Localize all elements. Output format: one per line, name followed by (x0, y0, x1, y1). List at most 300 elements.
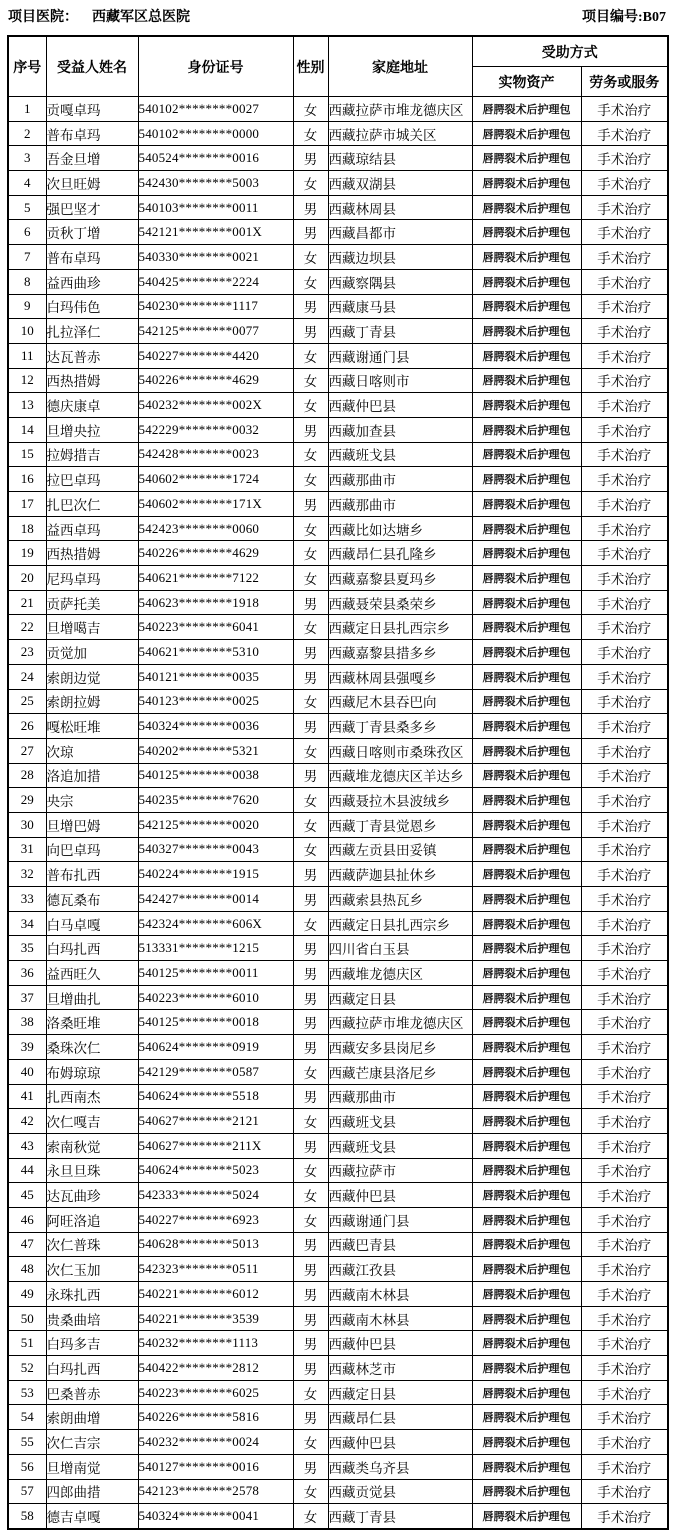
table-row (8, 417, 668, 442)
cell-index: 21 (8, 590, 46, 615)
table-row (8, 1331, 668, 1356)
cell-labor-service: 手术治疗 (581, 492, 668, 517)
table-row (8, 1356, 668, 1381)
cell-beneficiary-name: 白马卓嘎 (46, 911, 138, 936)
cell-gender: 男 (293, 1010, 328, 1035)
cell-address: 西藏丁青县 (328, 1504, 472, 1529)
cell-index: 54 (8, 1405, 46, 1430)
cell-index: 22 (8, 615, 46, 640)
cell-beneficiary-name: 次旦旺姆 (46, 171, 138, 196)
cell-beneficiary-name: 央宗 (46, 788, 138, 813)
cell-address: 西藏昂仁县 (328, 1405, 472, 1430)
cell-beneficiary-name: 旦增巴姆 (46, 812, 138, 837)
cell-labor-service: 手术治疗 (581, 294, 668, 319)
cell-physical-asset: 唇腭裂术后护理包 (472, 640, 581, 665)
cell-gender: 女 (293, 1109, 328, 1134)
cell-physical-asset: 唇腭裂术后护理包 (472, 146, 581, 171)
table-row (8, 1158, 668, 1183)
cell-address: 西藏林芝市 (328, 1356, 472, 1381)
cell-index: 49 (8, 1282, 46, 1307)
cell-beneficiary-name: 贵桑曲培 (46, 1306, 138, 1331)
cell-beneficiary-name: 德吉卓嘎 (46, 1504, 138, 1529)
cell-address: 西藏聂荣县桑荣乡 (328, 590, 472, 615)
cell-labor-service: 手术治疗 (581, 319, 668, 344)
cell-beneficiary-name: 布姆琼琼 (46, 1059, 138, 1084)
cell-beneficiary-name: 次仁玉加 (46, 1257, 138, 1282)
cell-gender: 女 (293, 269, 328, 294)
cell-id-number: 542323********0511 (138, 1257, 293, 1282)
table-row (8, 1035, 668, 1060)
cell-gender: 男 (293, 195, 328, 220)
cell-labor-service: 手术治疗 (581, 1306, 668, 1331)
cell-id-number: 540223********6010 (138, 985, 293, 1010)
project-hospital (8, 9, 190, 27)
header-gender: 性别 (293, 36, 328, 97)
cell-id-number: 540125********0011 (138, 961, 293, 986)
cell-physical-asset: 唇腭裂术后护理包 (472, 1084, 581, 1109)
cell-gender: 男 (293, 1232, 328, 1257)
cell-labor-service: 手术治疗 (581, 1109, 668, 1134)
cell-id-number: 542333********5024 (138, 1183, 293, 1208)
cell-beneficiary-name: 旦增央拉 (46, 417, 138, 442)
cell-gender: 女 (293, 1430, 328, 1455)
cell-labor-service: 手术治疗 (581, 269, 668, 294)
cell-physical-asset: 唇腭裂术后护理包 (472, 862, 581, 887)
cell-beneficiary-name: 扎拉泽仁 (46, 319, 138, 344)
cell-id-number: 540232********0024 (138, 1430, 293, 1455)
table-row (8, 961, 668, 986)
cell-gender: 男 (293, 1257, 328, 1282)
cell-physical-asset: 唇腭裂术后护理包 (472, 220, 581, 245)
cell-id-number: 542129********0587 (138, 1059, 293, 1084)
cell-index: 2 (8, 121, 46, 146)
cell-beneficiary-name: 普布卓玛 (46, 245, 138, 270)
project-hospital-name: 西藏军区总医院 (92, 10, 190, 25)
cell-physical-asset: 唇腭裂术后护理包 (472, 1405, 581, 1430)
table-row (8, 590, 668, 615)
cell-beneficiary-name: 益西卓玛 (46, 516, 138, 541)
cell-beneficiary-name: 索南秋觉 (46, 1133, 138, 1158)
cell-gender: 男 (293, 294, 328, 319)
cell-address: 西藏林周县 (328, 195, 472, 220)
cell-physical-asset: 唇腭裂术后护理包 (472, 714, 581, 739)
table-row (8, 1306, 668, 1331)
cell-gender: 女 (293, 393, 328, 418)
header-address: 家庭地址 (328, 36, 472, 97)
cell-address: 西藏南木林县 (328, 1282, 472, 1307)
cell-gender: 女 (293, 97, 328, 122)
cell-address: 西藏班戈县 (328, 442, 472, 467)
cell-address: 西藏巴青县 (328, 1232, 472, 1257)
cell-index: 27 (8, 738, 46, 763)
beneficiary-table (7, 35, 669, 1530)
cell-labor-service: 手术治疗 (581, 1133, 668, 1158)
cell-gender: 男 (293, 319, 328, 344)
cell-index: 44 (8, 1158, 46, 1183)
cell-id-number: 542324********606X (138, 911, 293, 936)
cell-beneficiary-name: 巴桑普赤 (46, 1380, 138, 1405)
cell-index: 24 (8, 664, 46, 689)
cell-beneficiary-name: 索朗边觉 (46, 664, 138, 689)
cell-labor-service: 手术治疗 (581, 689, 668, 714)
cell-physical-asset: 唇腭裂术后护理包 (472, 887, 581, 912)
cell-address: 西藏安多县岗尼乡 (328, 1035, 472, 1060)
cell-beneficiary-name: 贡秋丁增 (46, 220, 138, 245)
cell-index: 43 (8, 1133, 46, 1158)
cell-id-number: 540221********6012 (138, 1282, 293, 1307)
cell-labor-service: 手术治疗 (581, 1035, 668, 1060)
cell-index: 1 (8, 97, 46, 122)
cell-address: 西藏察隅县 (328, 269, 472, 294)
cell-gender: 男 (293, 1282, 328, 1307)
table-row (8, 911, 668, 936)
cell-gender: 男 (293, 492, 328, 517)
table-body (8, 97, 668, 1529)
table-row (8, 121, 668, 146)
table-row (8, 1454, 668, 1479)
cell-index: 23 (8, 640, 46, 665)
cell-index: 37 (8, 985, 46, 1010)
cell-labor-service: 手术治疗 (581, 1183, 668, 1208)
cell-gender: 男 (293, 985, 328, 1010)
cell-index: 41 (8, 1084, 46, 1109)
table-row (8, 269, 668, 294)
cell-physical-asset: 唇腭裂术后护理包 (472, 911, 581, 936)
cell-id-number: 540621********7122 (138, 566, 293, 591)
cell-physical-asset: 唇腭裂术后护理包 (472, 985, 581, 1010)
cell-physical-asset: 唇腭裂术后护理包 (472, 1232, 581, 1257)
cell-beneficiary-name: 德庆康卓 (46, 393, 138, 418)
table-row (8, 640, 668, 665)
cell-index: 30 (8, 812, 46, 837)
cell-id-number: 540102********0000 (138, 121, 293, 146)
cell-gender: 男 (293, 146, 328, 171)
cell-gender: 女 (293, 689, 328, 714)
cell-gender: 女 (293, 911, 328, 936)
cell-physical-asset: 唇腭裂术后护理包 (472, 541, 581, 566)
cell-address: 西藏那曲市 (328, 467, 472, 492)
cell-gender: 男 (293, 1306, 328, 1331)
cell-physical-asset: 唇腭裂术后护理包 (472, 319, 581, 344)
cell-physical-asset: 唇腭裂术后护理包 (472, 1380, 581, 1405)
table-row (8, 171, 668, 196)
table-row (8, 442, 668, 467)
cell-address: 西藏定日县扎西宗乡 (328, 615, 472, 640)
cell-index: 17 (8, 492, 46, 517)
cell-gender: 男 (293, 1331, 328, 1356)
cell-labor-service: 手术治疗 (581, 985, 668, 1010)
cell-labor-service: 手术治疗 (581, 171, 668, 196)
cell-gender: 女 (293, 1183, 328, 1208)
table-row (8, 1257, 668, 1282)
cell-beneficiary-name: 西热措姆 (46, 368, 138, 393)
cell-address: 西藏堆龙德庆区羊达乡 (328, 763, 472, 788)
cell-physical-asset: 唇腭裂术后护理包 (472, 269, 581, 294)
cell-physical-asset: 唇腭裂术后护理包 (472, 492, 581, 517)
cell-beneficiary-name: 拉巴卓玛 (46, 467, 138, 492)
cell-index: 26 (8, 714, 46, 739)
cell-address: 西藏加查县 (328, 417, 472, 442)
cell-physical-asset: 唇腭裂术后护理包 (472, 1207, 581, 1232)
cell-index: 7 (8, 245, 46, 270)
cell-physical-asset: 唇腭裂术后护理包 (472, 195, 581, 220)
cell-id-number: 540121********0035 (138, 664, 293, 689)
cell-index: 56 (8, 1454, 46, 1479)
cell-labor-service: 手术治疗 (581, 862, 668, 887)
cell-index: 51 (8, 1331, 46, 1356)
cell-beneficiary-name: 普布扎西 (46, 862, 138, 887)
cell-beneficiary-name: 次仁吉宗 (46, 1430, 138, 1455)
table-row (8, 146, 668, 171)
cell-labor-service: 手术治疗 (581, 1158, 668, 1183)
cell-beneficiary-name: 向巴卓玛 (46, 837, 138, 862)
header-id-number: 身份证号 (138, 36, 293, 97)
cell-address: 西藏索县热瓦乡 (328, 887, 472, 912)
cell-address: 西藏日喀则市 (328, 368, 472, 393)
cell-physical-asset: 唇腭裂术后护理包 (472, 1010, 581, 1035)
cell-index: 4 (8, 171, 46, 196)
cell-labor-service: 手术治疗 (581, 1504, 668, 1529)
cell-beneficiary-name: 永旦旦珠 (46, 1158, 138, 1183)
cell-beneficiary-name: 扎巴次仁 (46, 492, 138, 517)
cell-address: 西藏嘉黎县夏玛乡 (328, 566, 472, 591)
cell-labor-service: 手术治疗 (581, 146, 668, 171)
cell-address: 西藏康马县 (328, 294, 472, 319)
cell-id-number: 513331********1215 (138, 936, 293, 961)
cell-beneficiary-name: 索朗曲增 (46, 1405, 138, 1430)
cell-gender: 女 (293, 1158, 328, 1183)
header-aid-method: 受助方式 (472, 36, 668, 67)
cell-index: 13 (8, 393, 46, 418)
cell-gender: 男 (293, 220, 328, 245)
cell-index: 25 (8, 689, 46, 714)
cell-physical-asset: 唇腭裂术后护理包 (472, 245, 581, 270)
cell-beneficiary-name: 白玛扎西 (46, 1356, 138, 1381)
cell-address: 西藏芒康县洛尼乡 (328, 1059, 472, 1084)
cell-labor-service: 手术治疗 (581, 121, 668, 146)
table-row (8, 343, 668, 368)
cell-address: 西藏仲巴县 (328, 1430, 472, 1455)
cell-address: 西藏昂仁县孔隆乡 (328, 541, 472, 566)
cell-index: 46 (8, 1207, 46, 1232)
cell-index: 16 (8, 467, 46, 492)
cell-gender: 女 (293, 738, 328, 763)
cell-address: 西藏贡觉县 (328, 1479, 472, 1504)
cell-id-number: 542125********0020 (138, 812, 293, 837)
cell-index: 14 (8, 417, 46, 442)
cell-gender: 女 (293, 788, 328, 813)
cell-id-number: 540330********0021 (138, 245, 293, 270)
cell-id-number: 540123********0025 (138, 689, 293, 714)
cell-beneficiary-name: 四郎曲措 (46, 1479, 138, 1504)
cell-physical-asset: 唇腭裂术后护理包 (472, 615, 581, 640)
cell-labor-service: 手术治疗 (581, 1479, 668, 1504)
table-row (8, 887, 668, 912)
cell-labor-service: 手术治疗 (581, 516, 668, 541)
cell-physical-asset: 唇腭裂术后护理包 (472, 343, 581, 368)
cell-id-number: 540227********6923 (138, 1207, 293, 1232)
cell-address: 西藏双湖县 (328, 171, 472, 196)
cell-gender: 男 (293, 417, 328, 442)
cell-gender: 女 (293, 1479, 328, 1504)
cell-labor-service: 手术治疗 (581, 393, 668, 418)
cell-beneficiary-name: 尼玛卓玛 (46, 566, 138, 591)
cell-index: 18 (8, 516, 46, 541)
cell-address: 西藏尼木县吞巴向 (328, 689, 472, 714)
cell-index: 55 (8, 1430, 46, 1455)
cell-physical-asset: 唇腭裂术后护理包 (472, 1504, 581, 1529)
cell-gender: 女 (293, 368, 328, 393)
cell-id-number: 540125********0018 (138, 1010, 293, 1035)
cell-id-number: 540125********0038 (138, 763, 293, 788)
cell-beneficiary-name: 达瓦曲珍 (46, 1183, 138, 1208)
cell-id-number: 542428********0023 (138, 442, 293, 467)
cell-address: 西藏丁青县桑多乡 (328, 714, 472, 739)
cell-beneficiary-name: 白玛扎西 (46, 936, 138, 961)
cell-labor-service: 手术治疗 (581, 911, 668, 936)
cell-labor-service: 手术治疗 (581, 566, 668, 591)
cell-id-number: 540624********0919 (138, 1035, 293, 1060)
cell-address: 西藏丁青县觉恩乡 (328, 812, 472, 837)
cell-beneficiary-name: 旦增南觉 (46, 1454, 138, 1479)
cell-index: 20 (8, 566, 46, 591)
cell-address: 西藏班戈县 (328, 1133, 472, 1158)
cell-index: 19 (8, 541, 46, 566)
table-row (8, 294, 668, 319)
cell-labor-service: 手术治疗 (581, 1207, 668, 1232)
cell-physical-asset: 唇腭裂术后护理包 (472, 368, 581, 393)
cell-beneficiary-name: 次仁普珠 (46, 1232, 138, 1257)
cell-gender: 女 (293, 442, 328, 467)
cell-gender: 男 (293, 936, 328, 961)
table-row (8, 492, 668, 517)
cell-id-number: 540227********4420 (138, 343, 293, 368)
cell-gender: 女 (293, 467, 328, 492)
cell-physical-asset: 唇腭裂术后护理包 (472, 393, 581, 418)
cell-beneficiary-name: 贡觉加 (46, 640, 138, 665)
cell-beneficiary-name: 桑珠次仁 (46, 1035, 138, 1060)
cell-physical-asset: 唇腭裂术后护理包 (472, 1430, 581, 1455)
cell-labor-service: 手术治疗 (581, 738, 668, 763)
table-row (8, 763, 668, 788)
table-row (8, 368, 668, 393)
cell-index: 39 (8, 1035, 46, 1060)
cell-physical-asset: 唇腭裂术后护理包 (472, 961, 581, 986)
cell-gender: 女 (293, 566, 328, 591)
cell-index: 36 (8, 961, 46, 986)
cell-gender: 男 (293, 664, 328, 689)
cell-gender: 男 (293, 862, 328, 887)
header-physical-asset: 实物资产 (472, 67, 581, 97)
cell-id-number: 540624********5023 (138, 1158, 293, 1183)
cell-address: 西藏那曲市 (328, 1084, 472, 1109)
cell-beneficiary-name: 益西旺久 (46, 961, 138, 986)
cell-labor-service: 手术治疗 (581, 936, 668, 961)
cell-physical-asset: 唇腭裂术后护理包 (472, 1183, 581, 1208)
cell-physical-asset: 唇腭裂术后护理包 (472, 837, 581, 862)
cell-index: 33 (8, 887, 46, 912)
cell-gender: 男 (293, 1405, 328, 1430)
cell-physical-asset: 唇腭裂术后护理包 (472, 516, 581, 541)
table-row (8, 837, 668, 862)
header-index: 序号 (8, 36, 46, 97)
table-row (8, 936, 668, 961)
table-row (8, 689, 668, 714)
cell-physical-asset: 唇腭裂术后护理包 (472, 1109, 581, 1134)
cell-gender: 男 (293, 1035, 328, 1060)
cell-physical-asset: 唇腭裂术后护理包 (472, 788, 581, 813)
cell-labor-service: 手术治疗 (581, 763, 668, 788)
cell-index: 31 (8, 837, 46, 862)
cell-id-number: 540102********0027 (138, 97, 293, 122)
cell-physical-asset: 唇腭裂术后护理包 (472, 1133, 581, 1158)
cell-physical-asset: 唇腭裂术后护理包 (472, 689, 581, 714)
cell-index: 50 (8, 1306, 46, 1331)
cell-gender: 女 (293, 1380, 328, 1405)
cell-labor-service: 手术治疗 (581, 195, 668, 220)
table-row (8, 714, 668, 739)
cell-beneficiary-name: 扎西南杰 (46, 1084, 138, 1109)
cell-index: 15 (8, 442, 46, 467)
cell-address: 西藏萨迦县扯休乡 (328, 862, 472, 887)
cell-address: 西藏比如达塘乡 (328, 516, 472, 541)
cell-id-number: 540324********0041 (138, 1504, 293, 1529)
cell-beneficiary-name: 永珠扎西 (46, 1282, 138, 1307)
cell-labor-service: 手术治疗 (581, 1282, 668, 1307)
cell-labor-service: 手术治疗 (581, 788, 668, 813)
cell-address: 西藏类乌齐县 (328, 1454, 472, 1479)
cell-labor-service: 手术治疗 (581, 887, 668, 912)
cell-gender: 男 (293, 887, 328, 912)
cell-index: 45 (8, 1183, 46, 1208)
cell-address: 西藏丁青县 (328, 319, 472, 344)
table-row (8, 195, 668, 220)
cell-id-number: 540425********2224 (138, 269, 293, 294)
cell-beneficiary-name: 旦增噶吉 (46, 615, 138, 640)
cell-labor-service: 手术治疗 (581, 1380, 668, 1405)
cell-address: 西藏日喀则市桑珠孜区 (328, 738, 472, 763)
cell-physical-asset: 唇腭裂术后护理包 (472, 1356, 581, 1381)
cell-labor-service: 手术治疗 (581, 1405, 668, 1430)
cell-physical-asset: 唇腭裂术后护理包 (472, 1454, 581, 1479)
cell-gender: 男 (293, 590, 328, 615)
cell-index: 11 (8, 343, 46, 368)
cell-index: 58 (8, 1504, 46, 1529)
cell-id-number: 542121********001X (138, 220, 293, 245)
cell-id-number: 540627********211X (138, 1133, 293, 1158)
cell-physical-asset: 唇腭裂术后护理包 (472, 294, 581, 319)
cell-index: 8 (8, 269, 46, 294)
table-row (8, 1504, 668, 1529)
cell-labor-service: 手术治疗 (581, 1430, 668, 1455)
cell-physical-asset: 唇腭裂术后护理包 (472, 417, 581, 442)
cell-labor-service: 手术治疗 (581, 417, 668, 442)
cell-physical-asset: 唇腭裂术后护理包 (472, 1257, 581, 1282)
cell-physical-asset: 唇腭裂术后护理包 (472, 121, 581, 146)
table-row (8, 97, 668, 122)
cell-index: 57 (8, 1479, 46, 1504)
cell-physical-asset: 唇腭裂术后护理包 (472, 442, 581, 467)
cell-labor-service: 手术治疗 (581, 961, 668, 986)
cell-beneficiary-name: 索朗拉姆 (46, 689, 138, 714)
cell-gender: 女 (293, 541, 328, 566)
cell-index: 42 (8, 1109, 46, 1134)
cell-beneficiary-name: 旦增曲扎 (46, 985, 138, 1010)
cell-gender: 女 (293, 245, 328, 270)
cell-index: 12 (8, 368, 46, 393)
cell-beneficiary-name: 吾金旦增 (46, 146, 138, 171)
cell-id-number: 540226********4629 (138, 541, 293, 566)
